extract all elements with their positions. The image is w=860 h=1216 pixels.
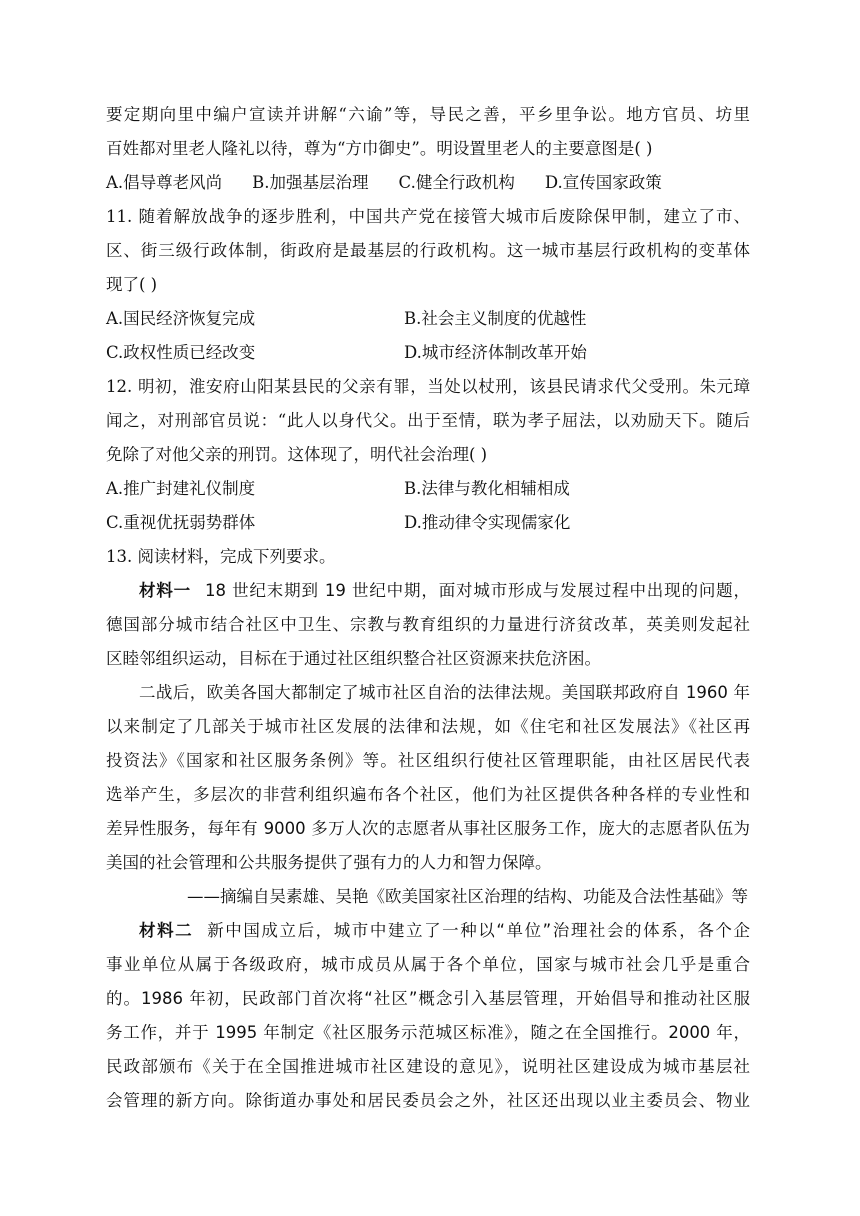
question-11: [106, 200, 750, 370]
material-2-line-5: 民政部颁布《关于在全国推进城市社区建设的意见》，说明社区建设成为城市基层社: [106, 1057, 750, 1076]
option-a[interactable]: A.推广封建礼仪制度: [106, 479, 256, 498]
question-13-stem: 13. 阅读材料，完成下列要求。: [106, 547, 336, 566]
question-12-line-2: 闻之，对刑部官员说：“此人以身代父。出于至情，联为孝子屈法，以劝励天下。随后: [106, 411, 750, 430]
question-10: [106, 98, 750, 200]
material-1-line-3: 区睦邻组织运动，目标在于通过社区组织整合社区资源来扶危济困。: [106, 649, 601, 668]
material-1-p2-line-6: 美国的社会管理和公共服务提供了强有力的人力和智力保障。: [106, 853, 552, 872]
option-c[interactable]: C.政权性质已经改变: [106, 343, 256, 362]
material-2-line-3: 的。1986 年初，民政部门首次将“社区”概念引入基层管理，开始倡导和推动社区服: [106, 989, 750, 1008]
material-1-line-2: 德国部分城市结合社区中卫生、宗教与教育组织的力量进行济贫改革，英美则发起社: [106, 615, 750, 634]
question-12-options-row-2: [106, 506, 750, 540]
material-1-text: 18 世纪末期到 19 世纪中期，面对城市形成与发展过程中出现的问题，: [205, 581, 750, 600]
option-d[interactable]: D.城市经济体制改革开始: [404, 343, 587, 362]
question-11-line-3: 现了( ): [106, 275, 158, 294]
option-b[interactable]: B.法律与教化相辅相成: [404, 479, 570, 498]
material-1: [106, 574, 750, 914]
option-d[interactable]: D.宣传国家政策: [544, 173, 662, 192]
material-1-p2-line-3: 投资法》《国家和社区服务条例》等。社区组织行使社区管理职能，由社区居民代表: [106, 751, 750, 770]
option-a[interactable]: A.国民经济恢复完成: [106, 309, 256, 328]
exam-page: [106, 98, 750, 1118]
question-11-options-row-2: [106, 336, 750, 370]
option-b[interactable]: B.社会主义制度的优越性: [404, 309, 587, 328]
material-2: [106, 914, 750, 1118]
material-2-text: 新中国成立后，城市中建立了一种以“单位”治理社会的体系，各个企: [207, 921, 750, 940]
question-11-line-2: 区、街三级行政体制，街政府是最基层的行政机构。这一城市基层行政机构的变革体: [106, 241, 750, 260]
question-12-line-3: 免除了对他父亲的刑罚。这体现了，明代社会治理( ): [106, 445, 488, 464]
material-1-label: 材料一: [139, 581, 192, 600]
option-b[interactable]: B.加强基层治理: [252, 173, 369, 192]
question-11-options-row-1: [106, 302, 750, 336]
material-1-p2-line-5: 差异性服务，每年有 9000 多万人次的志愿者从事社区服务工作，庞大的志愿者队伍为: [106, 819, 750, 838]
option-c[interactable]: C.重视优抚弱势群体: [106, 513, 256, 532]
material-2-line-1: [106, 914, 750, 948]
question-13: [106, 540, 750, 1118]
material-1-p2-line-4: 选举产生，多层次的非营利组织遍布各个社区，他们为社区提供各种各样的专业性和: [106, 785, 750, 804]
option-d[interactable]: D.推动律令实现儒家化: [404, 513, 571, 532]
question-11-line-1: 11. 随着解放战争的逐步胜利，中国共产党在接管大城市后废除保甲制，建立了市、: [106, 207, 750, 226]
material-1-p2-line-1: 二战后，欧美各国大都制定了城市社区自治的法律法规。美国联邦政府自 1960 年: [139, 683, 750, 702]
question-10-line-2: 百姓都对里老人隆礼以待，尊为“方巾御史”。明设置里老人的主要意图是( ): [106, 139, 653, 158]
material-2-line-2: 事业单位从属于各级政府，城市成员从属于各个单位，国家与城市社会几乎是重合: [106, 955, 750, 974]
question-10-options: [106, 166, 750, 200]
question-12-line-1: 12. 明初，淮安府山阳某县民的父亲有罪，当处以杖刑，该县民请求代父受刑。朱元璋: [106, 377, 750, 396]
question-10-line-1: 要定期向里中编户宣读并讲解“六谕”等，导民之善，平乡里争讼。地方官员、坊里: [106, 105, 750, 124]
question-12-options-row-1: [106, 472, 750, 506]
option-c[interactable]: C.健全行政机构: [398, 173, 515, 192]
material-2-line-4: 务工作，并于 1995 年制定《社区服务示范城区标准》，随之在全国推行。2000 年，: [106, 1023, 750, 1042]
material-2-line-6: 会管理的新方向。除街道办事处和居民委员会之外，社区还出现以业主委员会、物业: [106, 1091, 750, 1110]
question-12: [106, 370, 750, 540]
option-a[interactable]: A.倡导尊老风尚: [106, 173, 223, 192]
material-2-label: 材料二: [139, 921, 194, 940]
material-1-line-1: [106, 574, 750, 608]
material-1-p2-line-2: 以来制定了几部关于城市社区发展的法律和法规，如《住宅和社区发展法》《社区再: [106, 717, 750, 736]
material-1-source: ——摘编自吴素雄、吴艳《欧美国家社区治理的结构、功能及合法性基础》等: [187, 887, 748, 906]
